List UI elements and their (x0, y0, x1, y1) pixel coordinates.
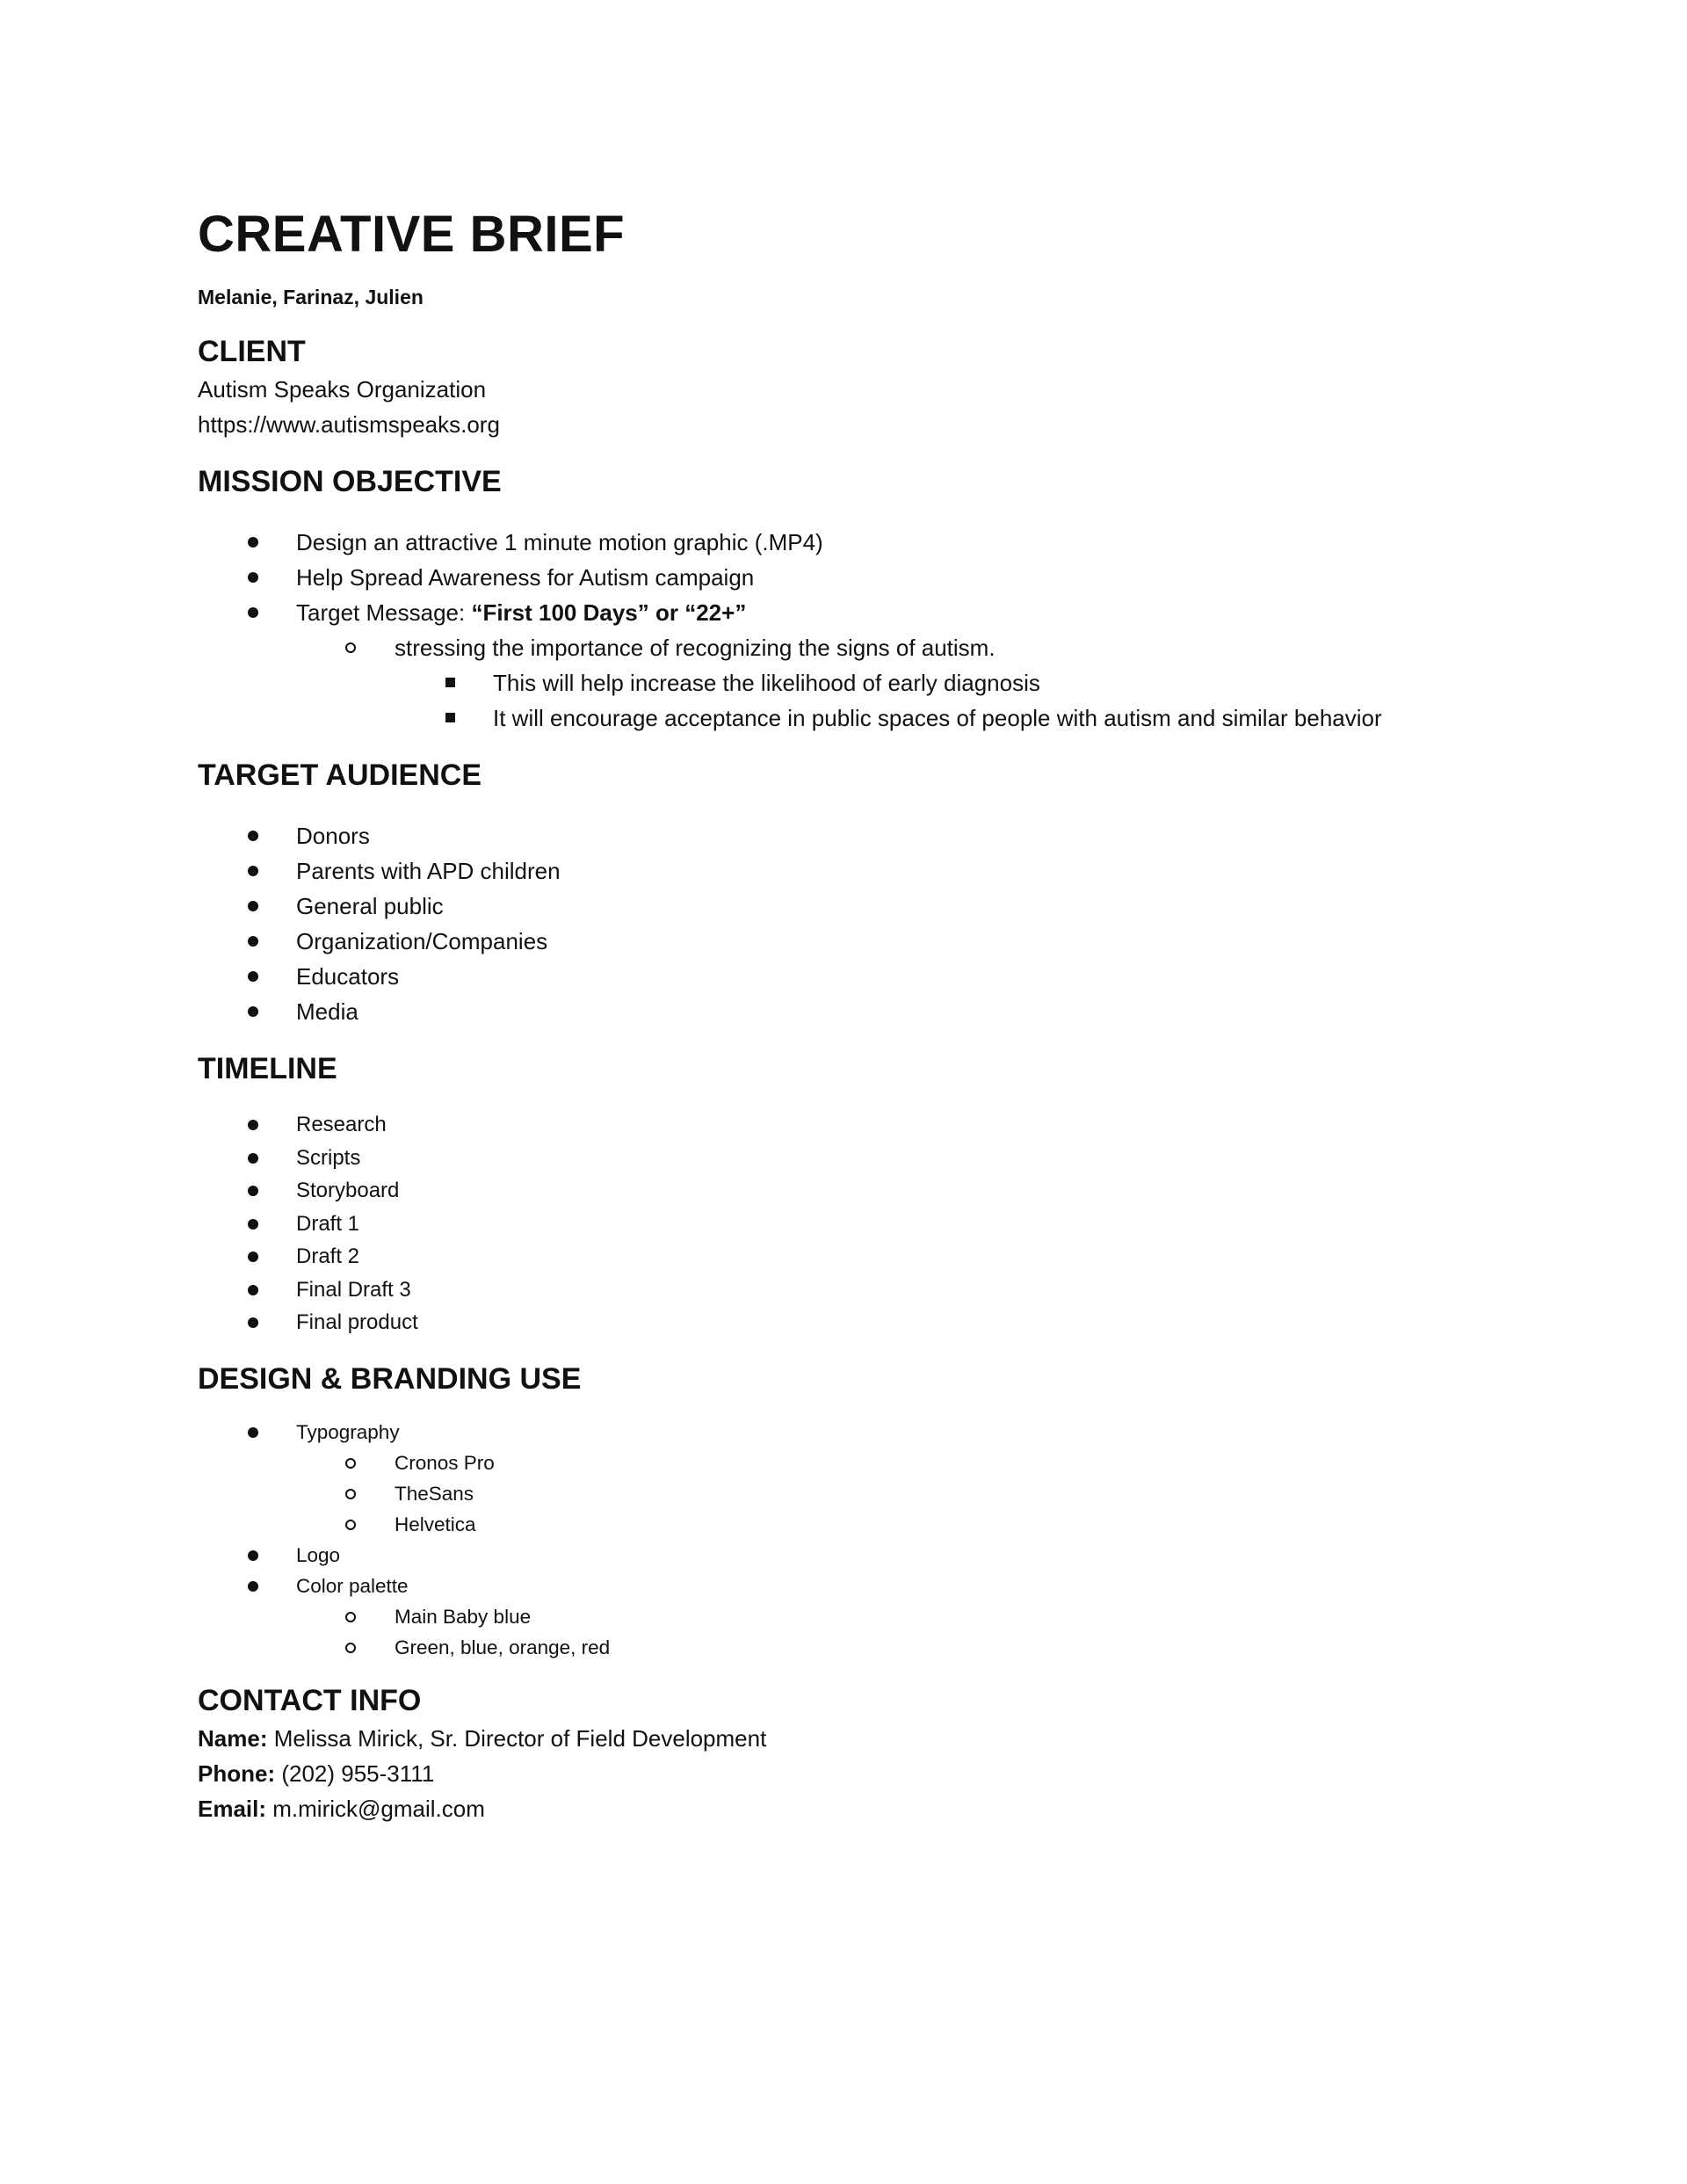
list-item (198, 1448, 1516, 1478)
list-item (198, 1108, 1516, 1142)
list-item-text: Educators (296, 963, 400, 990)
list-item (198, 1306, 1516, 1339)
list-item (198, 1240, 1516, 1273)
list-item (198, 700, 1516, 736)
timeline-heading: TIMELINE (198, 1052, 337, 1085)
document-body (198, 198, 1516, 1826)
design-section (198, 1359, 1516, 1663)
design-list (198, 1417, 1516, 1663)
design-heading: DESIGN & BRANDING USE (198, 1361, 582, 1396)
list-item-text: Media (296, 998, 358, 1025)
list-item (198, 1273, 1516, 1307)
document-authors: Melanie, Farinaz, Julien (198, 286, 424, 308)
list-item-text: Color palette (296, 1574, 409, 1597)
contact-section (198, 1680, 1516, 1826)
list-item (198, 1417, 1516, 1448)
timeline-list (198, 1108, 1516, 1339)
list-item-text: Organization/Companies (296, 928, 548, 954)
audience-heading: TARGET AUDIENCE (198, 758, 481, 792)
contact-name-value: Melissa Mirick, Sr. Director of Field Development (273, 1724, 767, 1752)
list-item (198, 1208, 1516, 1241)
list-item-text: Cronos Pro (395, 1451, 495, 1474)
list-item (198, 630, 1516, 665)
list-item-text: Typography (296, 1420, 400, 1443)
mission-list (198, 525, 1516, 736)
list-item (198, 818, 1516, 853)
list-item-text: It will encourage acceptance in public spaces of people with autism and similar behavior (493, 705, 1382, 731)
list-item-text: Green, blue, orange, red (395, 1636, 611, 1658)
list-item (198, 889, 1516, 924)
list-item (198, 853, 1516, 889)
document-title: CREATIVE BRIEF (198, 206, 626, 263)
list-item (198, 1509, 1516, 1540)
client-heading: CLIENT (198, 335, 306, 368)
list-item-text: Storyboard (296, 1179, 400, 1202)
contact-name (198, 1721, 1516, 1756)
list-item (198, 1601, 1516, 1632)
contact-phone-value: (202) 955-3111 (281, 1760, 435, 1787)
list-item-text: Final Draft 3 (296, 1277, 411, 1302)
contact-heading: CONTACT INFO (198, 1683, 422, 1717)
client-url: https://www.autismspeaks.org (198, 411, 500, 438)
audience-section (198, 755, 1516, 1029)
list-item-text: Research (296, 1113, 387, 1136)
target-message: “First 100 Days” or “22+” (471, 599, 747, 626)
contact-email-label: Email: (198, 1795, 267, 1822)
list-item-text: Final product (296, 1310, 418, 1334)
list-item (198, 1142, 1516, 1175)
list-item-text: Scripts (296, 1145, 361, 1170)
list-item (198, 560, 1516, 595)
list-item (198, 665, 1516, 700)
list-item-text: Parents with APD children (296, 858, 561, 884)
contact-email (198, 1791, 1516, 1826)
contact-email-value: m.mirick@gmail.com (272, 1795, 485, 1822)
list-item-text: stressing the importance of recognizing the signs of autism. (395, 635, 996, 661)
timeline-section (198, 1048, 1516, 1339)
list-item-text: TheSans (395, 1482, 474, 1505)
list-item-text: Donors (296, 823, 370, 849)
list-item-text: Helvetica (395, 1513, 476, 1535)
list-item-text: Help Spread Awareness for Autism campaign (296, 564, 755, 591)
list-item-text: General public (296, 893, 444, 919)
list-item (198, 994, 1516, 1029)
mission-heading: MISSION OBJECTIVE (198, 465, 502, 498)
audience-list (198, 818, 1516, 1029)
list-item-text: This will help increase the likelihood of early diagnosis (493, 670, 1040, 696)
list-item (198, 1478, 1516, 1509)
list-item-text: Logo (296, 1543, 341, 1566)
list-item (198, 1174, 1516, 1208)
contact-phone (198, 1756, 1516, 1791)
list-item (198, 595, 1516, 630)
list-item (198, 1632, 1516, 1663)
list-item (198, 924, 1516, 959)
list-item-text: Draft 2 (296, 1244, 360, 1268)
list-item-text: Main Baby blue (395, 1605, 532, 1628)
contact-phone-label: Phone: (198, 1760, 276, 1787)
list-item (198, 525, 1516, 560)
list-item (198, 1571, 1516, 1601)
list-item (198, 1540, 1516, 1571)
client-section (198, 331, 1516, 442)
mission-section (198, 461, 1516, 736)
contact-name-label: Name: (198, 1724, 268, 1752)
list-item (198, 959, 1516, 994)
list-item-text: Draft 1 (296, 1211, 360, 1236)
list-item-text: Target Message: (296, 599, 472, 626)
list-item-text: Design an attractive 1 minute motion graphic (.MP4) (296, 529, 823, 555)
client-name: Autism Speaks Organization (198, 376, 487, 403)
